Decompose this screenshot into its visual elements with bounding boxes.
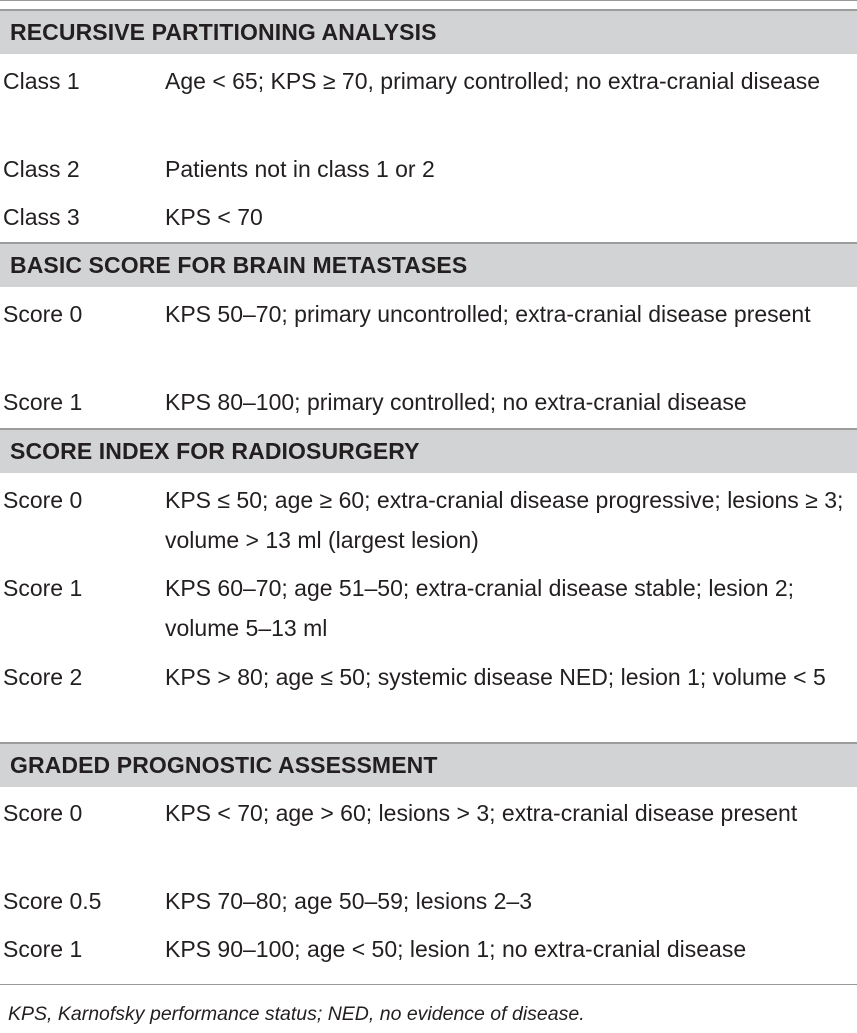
row-label: Score 0 (3, 487, 83, 513)
row-label: Class 1 (3, 68, 80, 94)
section-title: GRADED PROGNOSTIC ASSESSMENT (10, 752, 438, 778)
section-header-sir (0, 428, 857, 473)
row-description: KPS 90–100; age < 50; lesion 1; no extra-cranial disease (165, 936, 747, 962)
row-description: KPS > 80; age ≤ 50; systemic disease NED; lesion 1; volume < 5 (165, 664, 826, 690)
row-label: Score 0.5 (3, 888, 102, 914)
table-bottom-rule (0, 984, 857, 985)
row-description: Age < 65; KPS ≥ 70, primary controlled; no extra-cranial disease (165, 68, 821, 94)
section-header-rpa (0, 9, 857, 54)
row-label: Score 0 (3, 301, 83, 327)
row-label: Score 1 (3, 389, 83, 415)
section-header-gpa (0, 742, 857, 787)
row-label: Score 1 (3, 936, 83, 962)
row-description: KPS < 70 (165, 204, 263, 230)
row-label: Score 2 (3, 664, 83, 690)
section-title: RECURSIVE PARTITIONING ANALYSIS (10, 19, 437, 45)
row-label: Score 1 (3, 575, 83, 601)
row-description: KPS 60–70; age 51–50; extra-cranial disease stable; lesion 2; volume 5–13 ml (165, 575, 795, 641)
section-header-bsbm (0, 242, 857, 287)
row-label: Class 2 (3, 156, 80, 182)
row-label: Class 3 (3, 204, 80, 230)
row-description: KPS 50–70; primary uncontrolled; extra-cranial disease present (165, 301, 811, 327)
row-description: KPS ≤ 50; age ≥ 60; extra-cranial disease progressive; lesions ≥ 3; volume > 13 ml (largest lesion) (165, 487, 844, 553)
row-label: Score 0 (3, 800, 83, 826)
table-footnote: KPS, Karnofsky performance status; NED, no evidence of disease. (8, 1003, 585, 1025)
row-description: KPS 70–80; age 50–59; lesions 2–3 (165, 888, 533, 914)
row-description: KPS < 70; age > 60; lesions > 3; extra-cranial disease present (165, 800, 798, 826)
section-title: BASIC SCORE FOR BRAIN METASTASES (10, 252, 468, 278)
row-description: Patients not in class 1 or 2 (165, 156, 435, 182)
section-title: SCORE INDEX FOR RADIOSURGERY (10, 438, 420, 464)
row-description: KPS 80–100; primary controlled; no extra-cranial disease (165, 389, 747, 415)
table-top-rule (0, 0, 857, 1)
